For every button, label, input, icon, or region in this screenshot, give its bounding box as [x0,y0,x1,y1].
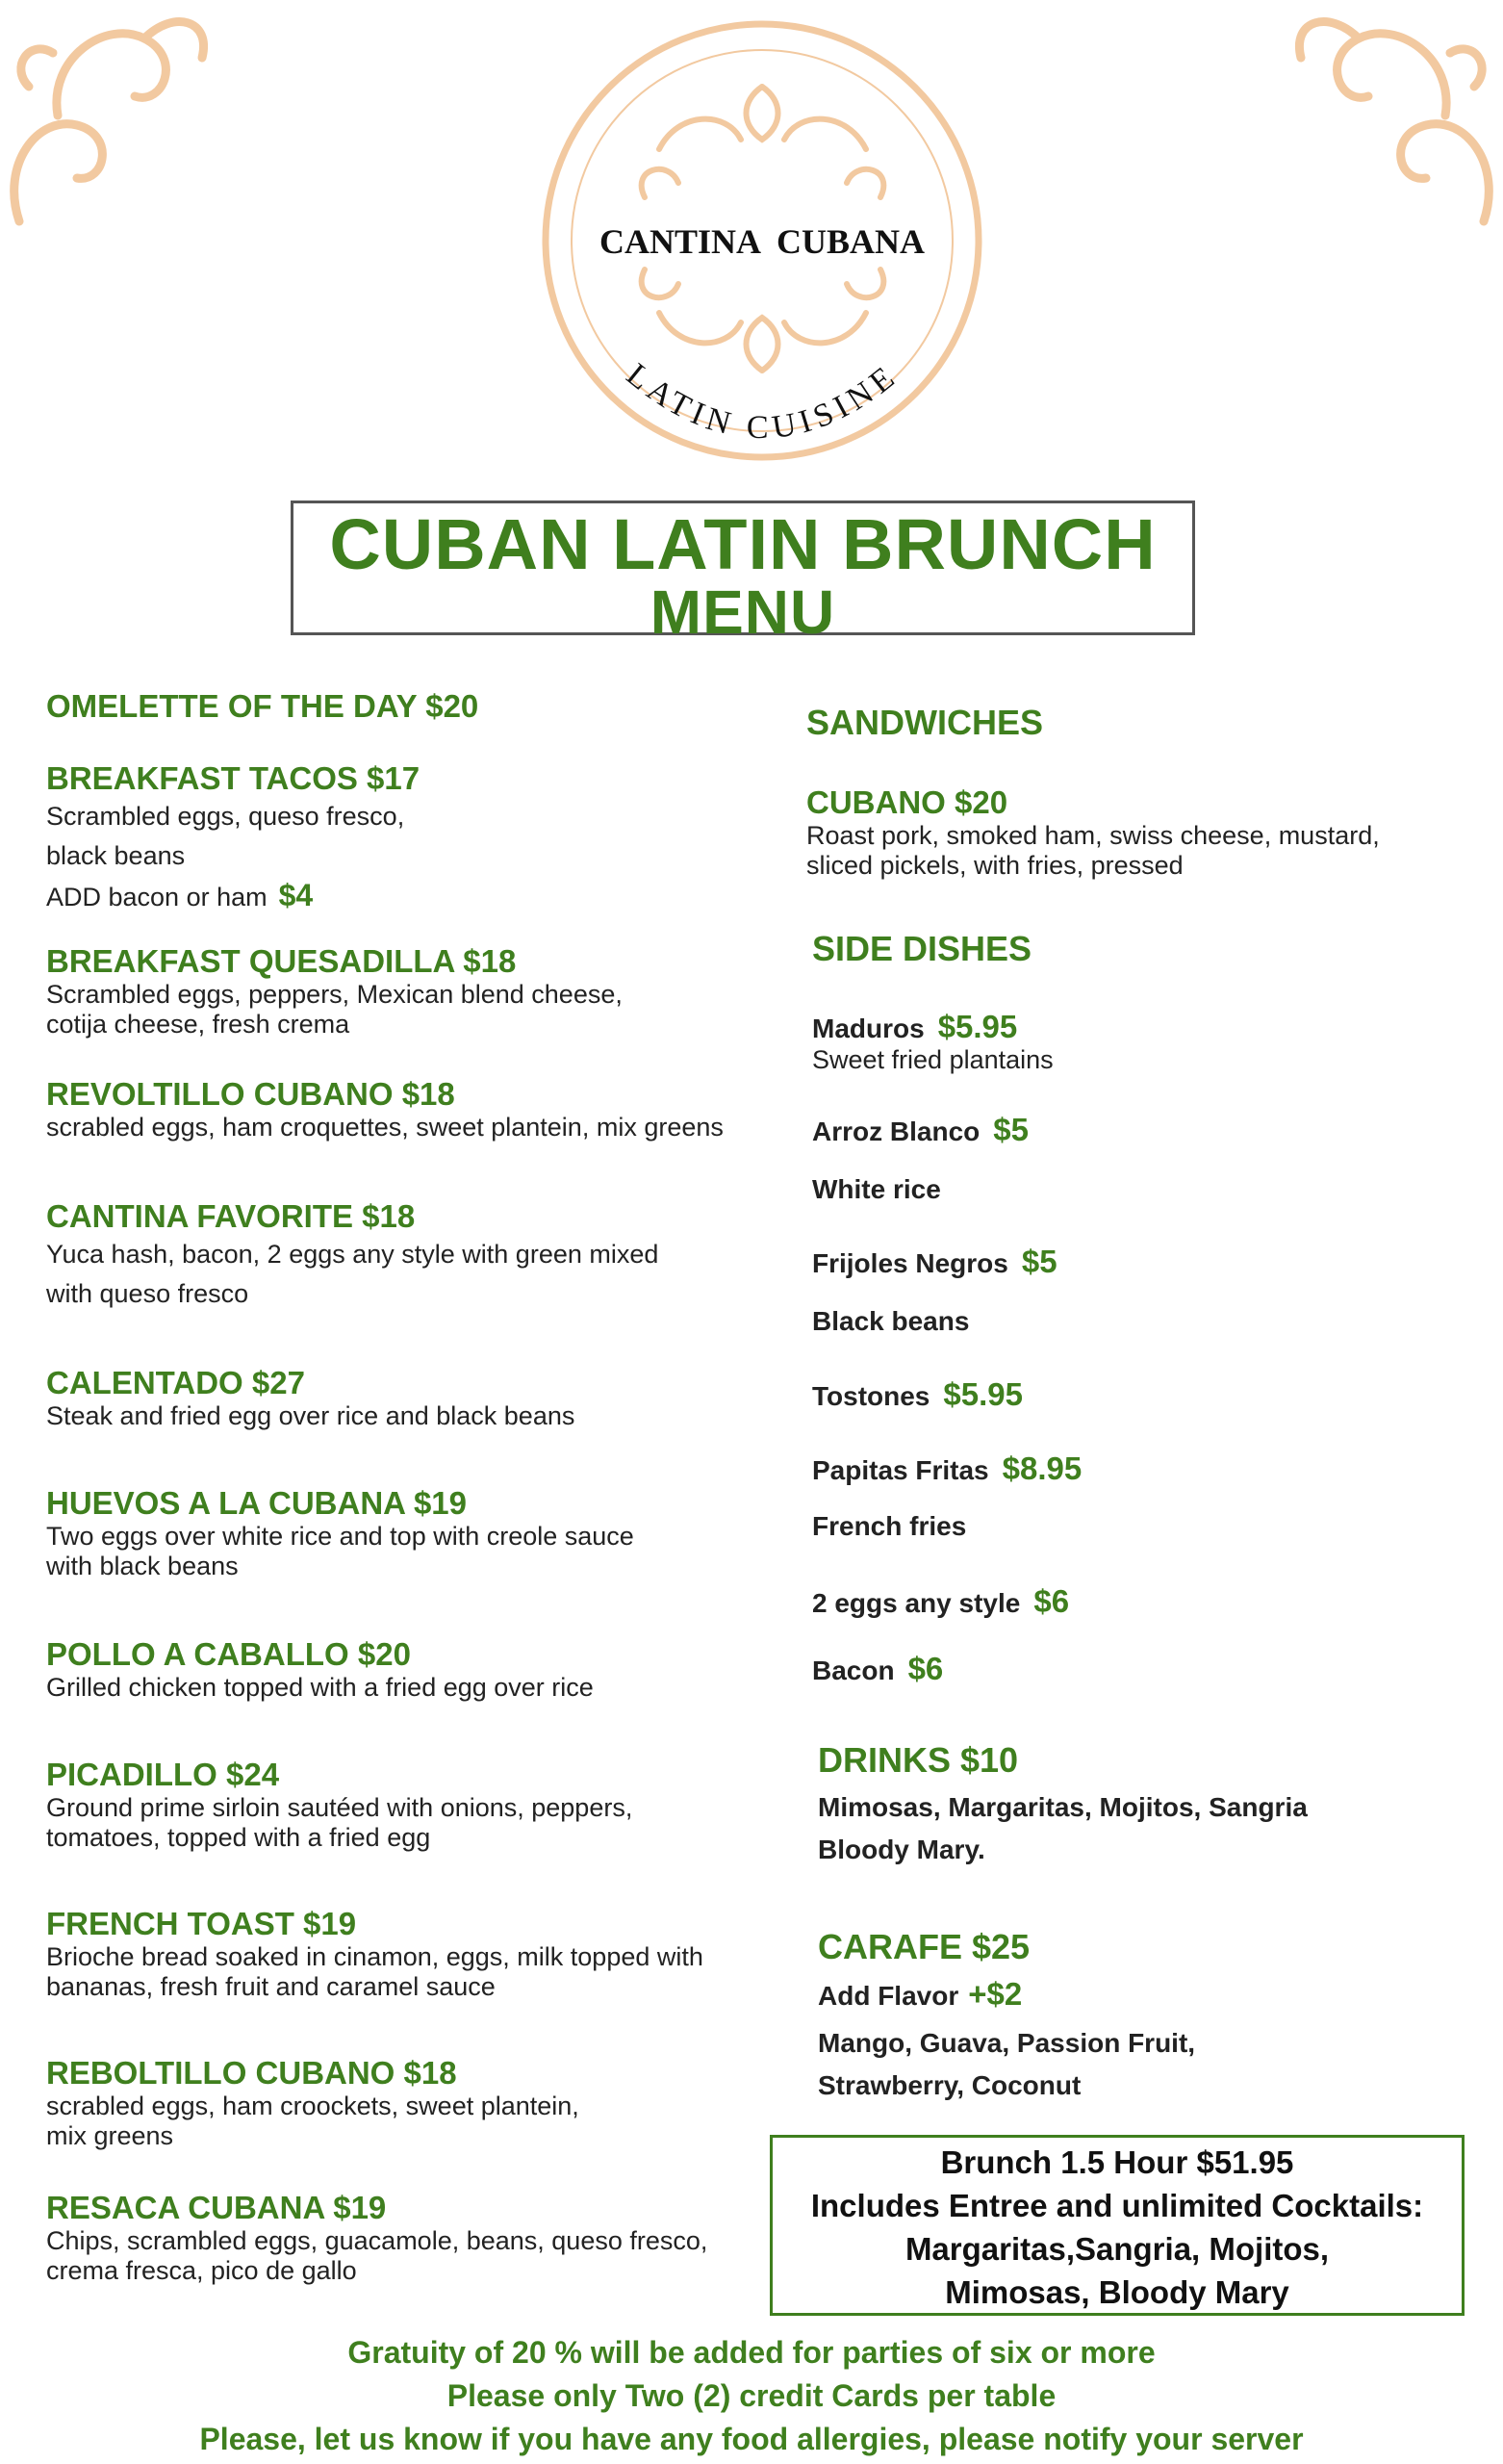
footer-note: Please only Two (2) credit Cards per table [446,2378,1057,2413]
menu-item [46,943,777,1040]
side-dish-price: $5.95 [937,1009,1018,1044]
side-dish-price: $6 [907,1651,944,1686]
item-name: BREAKFAST TACOS $17 [46,760,420,796]
menu-item [46,1365,777,1431]
brunch-package-line: Brunch 1.5 Hour $51.95 [940,2144,1294,2180]
side-dish-price: $5.95 [943,1376,1023,1412]
side-dish-price: $8.95 [1002,1450,1083,1486]
item-description: Steak and fried egg over rice and black beans [46,1401,575,1430]
item-description: Roast pork, smoked ham, swiss cheese, mustard, [806,821,1380,850]
item-description: Brioche bread soaked in cinamon, eggs, milk topped with [46,1942,703,1971]
item-description: bananas, fresh fruit and caramel sauce [46,1972,496,2001]
side-dish-price: $6 [1033,1583,1070,1619]
side-dish-price: $5 [1021,1244,1057,1279]
menu-item [46,2055,777,2151]
item-description: Scrambled eggs, peppers, Mexican blend cheese, [46,980,623,1009]
item-name: PICADILLO $24 [46,1757,280,1792]
item-description: cotija cheese, fresh crema [46,1010,350,1039]
item-description: mix greens [46,2121,174,2150]
side-dish-description: French fries [812,1511,967,1541]
item-addon [46,876,777,916]
item-description: Yuca hash, bacon, 2 eggs any style with green mixed [46,1240,659,1269]
side-dish-item [812,1583,1069,1620]
brunch-package-box [770,2135,1465,2316]
menu-item [46,2190,777,2286]
restaurant-logo-emblem [534,5,991,476]
brunch-package-line: Includes Entree and unlimited Cocktails: [810,2188,1424,2223]
corner-swirl-ornament-left [0,0,221,241]
drinks-list: Bloody Mary. [818,1835,985,1864]
item-description: Ground prime sirloin sautéed with onions, peppers, [46,1793,633,1822]
corner-swirl-ornament-right [1282,0,1503,241]
logo-name: CANTINA CUBANA [599,222,926,261]
menu-item [46,1198,777,1314]
side-dish-item [812,1112,1029,1148]
section-heading: DRINKS $10 [818,1740,1019,1780]
side-dishes-section [812,929,1476,969]
footer-note: Gratuity of 20 % will be added for parties of six or more [347,2335,1156,2370]
item-name: CUBANO $20 [806,784,1008,820]
menu-item [46,1906,777,2002]
sandwiches-section [806,703,1470,743]
logo-tagline: LATIN CUISINE [620,356,905,447]
menu-subtitle: MENU [650,578,836,647]
section-heading: SANDWICHES [806,703,1044,742]
side-dish-description: Black beans [812,1306,970,1336]
side-dish-name: Maduros [812,1014,925,1043]
side-dish-item [812,1450,1082,1487]
item-description: Two eggs over white rice and top with creole sauce [46,1522,634,1551]
item-name: HUEVOS A LA CUBANA $19 [46,1485,468,1521]
item-description: black beans [46,841,186,870]
drinks-list: Mimosas, Margaritas, Mojitos, Sangria [818,1792,1308,1822]
item-name: REBOLTILLO CUBANO $18 [46,2055,457,2091]
menu-item [46,1076,777,1142]
side-dish-price: $5 [993,1112,1029,1147]
side-dish-item [812,1244,1057,1280]
addon-label: ADD bacon or ham [46,883,267,911]
flavor-label: Add Flavor [818,1981,959,2011]
item-name: CALENTADO $27 [46,1365,305,1400]
side-dish-description: White rice [812,1174,941,1204]
side-dish-name: 2 eggs any style [812,1588,1021,1618]
carafe-section [818,1927,1482,2107]
section-heading: CARAFE $25 [818,1927,1031,1966]
menu-item [46,1636,777,1703]
side-dish-name: Arroz Blanco [812,1116,981,1146]
side-dish-name: Tostones [812,1381,930,1411]
item-name: REVOLTILLO CUBANO $18 [46,1076,455,1112]
flavor-list: Mango, Guava, Passion Fruit, [818,2028,1196,2058]
item-description: scrabled eggs, ham croquettes, sweet plantein, mix greens [46,1113,724,1142]
menu-item [46,1757,777,1853]
side-dish-item [812,1009,1017,1045]
item-name: BREAKFAST QUESADILLA $18 [46,943,517,979]
menu-title-box [291,500,1195,647]
item-description: Scrambled eggs, queso fresco, [46,802,405,831]
brunch-package-line: Margaritas,Sangria, Mojitos, [904,2231,1330,2267]
menu-title: CUBAN LATIN BRUNCH [329,504,1157,584]
side-dish-name: Papitas Fritas [812,1455,989,1485]
item-name: OMELETTE OF THE DAY $20 [46,688,479,724]
side-dish-name: Bacon [812,1656,895,1685]
flavor-list: Strawberry, Coconut [818,2070,1082,2100]
item-description: Grilled chicken topped with a fried egg over rice [46,1673,594,1702]
carafe-flavor [818,1973,1482,2022]
item-description: scrabled eggs, ham croockets, sweet plantein, [46,2092,579,2120]
item-description: with queso fresco [46,1279,249,1308]
side-dish-name: Frijoles Negros [812,1248,1008,1278]
item-name: POLLO A CABALLO $20 [46,1636,411,1672]
footer-note: Please, let us know if you have any food allergies, please notify your server [199,2422,1304,2456]
side-dish-item [812,1651,943,1687]
flavor-price: +$2 [968,1976,1023,2012]
footer-notes [0,2331,1503,2461]
addon-price: $4 [278,878,314,912]
menu-item [46,760,777,916]
menu-item [46,688,777,725]
item-description: tomatoes, topped with a fried egg [46,1823,431,1852]
item-name: FRENCH TOAST $19 [46,1906,357,1941]
menu-item [806,784,1470,881]
item-description: with black beans [46,1552,239,1580]
item-description: sliced pickels, with fries, pressed [806,851,1184,880]
side-dish-description: Sweet fried plantains [812,1045,1054,1074]
section-heading: SIDE DISHES [812,929,1032,968]
menu-item [46,1485,777,1581]
brunch-package-line: Mimosas, Bloody Mary [945,2274,1289,2310]
side-dish-item [812,1376,1023,1413]
item-name: CANTINA FAVORITE $18 [46,1198,416,1234]
drinks-section [818,1740,1482,1871]
item-description: Chips, scrambled eggs, guacamole, beans, queso fresco, [46,2226,708,2255]
item-name: RESACA CUBANA $19 [46,2190,387,2225]
item-description: crema fresca, pico de gallo [46,2256,357,2285]
